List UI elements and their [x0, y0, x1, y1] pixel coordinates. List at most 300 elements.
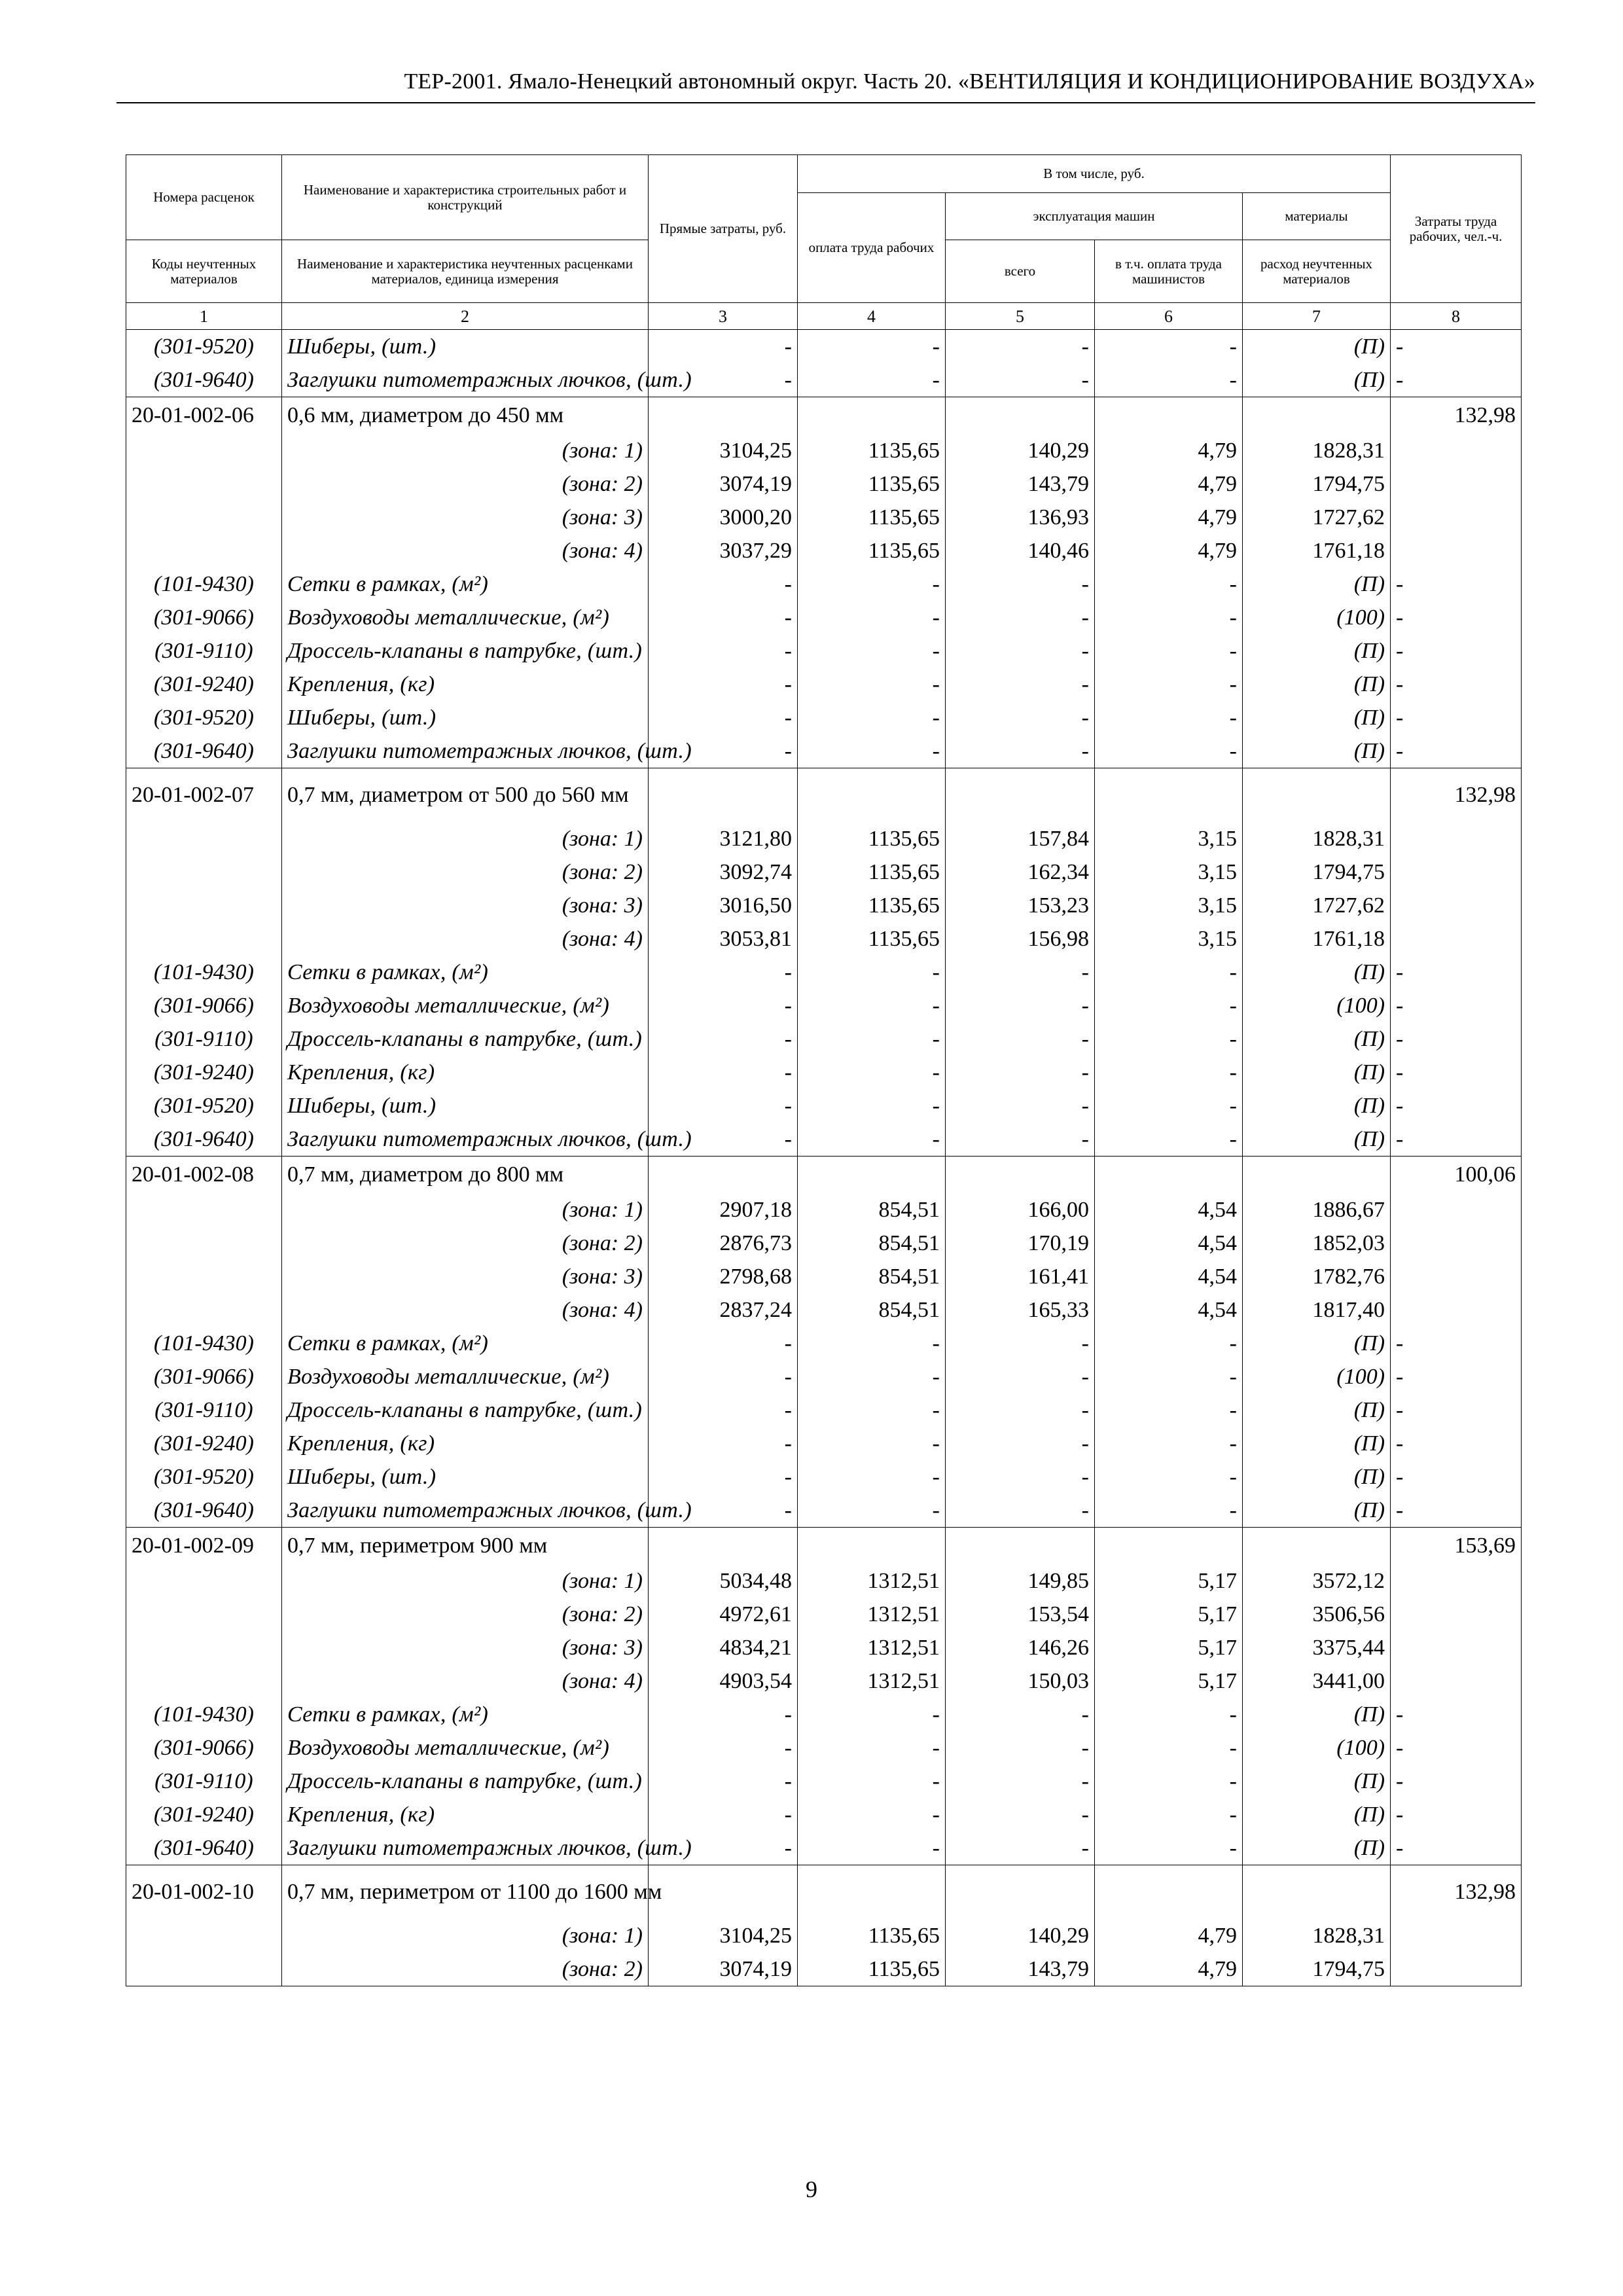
material-amount-cell: (100) [1243, 601, 1391, 634]
header-machines: эксплуатация машин [946, 193, 1243, 240]
empty-cell [1391, 1227, 1522, 1260]
direct-cost-cell: 3000,20 [649, 501, 798, 534]
machinist-pay-cell: 4,54 [1095, 1227, 1243, 1260]
labor-hours-cell: - [1391, 1731, 1522, 1765]
direct-cost-cell: - [649, 989, 798, 1022]
worker-pay-cell: - [798, 701, 946, 734]
machinist-pay-cell: 4,79 [1095, 1952, 1243, 1986]
empty-cell [1391, 534, 1522, 567]
worker-pay-cell: 1135,65 [798, 922, 946, 956]
material-amount-cell: (100) [1243, 1360, 1391, 1393]
material-amount-cell: (П) [1243, 1831, 1391, 1865]
worker-pay-cell: 1312,51 [798, 1598, 946, 1631]
column-number: 8 [1391, 303, 1522, 330]
material-name: Дроссель-клапаны в патрубке, (шт.) [282, 1022, 649, 1056]
empty-cell [1095, 1528, 1243, 1565]
empty-cell [1095, 1865, 1243, 1920]
zone-row [126, 1952, 1522, 1986]
empty-cell [946, 768, 1095, 823]
direct-cost-cell: - [649, 1122, 798, 1157]
labor-hours-cell: - [1391, 567, 1522, 601]
machinist-pay-cell: - [1095, 1698, 1243, 1731]
material-name: Заглушки питометражных лючков, (шт.) [282, 1122, 649, 1157]
running-header: ТЕР-2001. Ямало-Ненецкий автономный округ. Часть 20. «ВЕНТИЛЯЦИЯ И КОНДИЦИОНИРОВАНИЕ ВОЗДУХА» [404, 69, 1535, 94]
empty-cell [1391, 1598, 1522, 1631]
material-name: Воздуховоды металлические, (м²) [282, 989, 649, 1022]
materials-cost-cell: 1761,18 [1243, 534, 1391, 567]
header-direct-costs: Прямые затраты, руб. [649, 155, 798, 303]
worker-pay-cell: - [798, 1494, 946, 1528]
materials-cost-cell: 1727,62 [1243, 501, 1391, 534]
machines-total-cell: - [946, 1360, 1095, 1393]
worker-pay-cell: 854,51 [798, 1260, 946, 1293]
material-row [126, 1460, 1522, 1494]
material-name: Заглушки питометражных лючков, (шт.) [282, 734, 649, 768]
machines-total-cell: 149,85 [946, 1564, 1095, 1598]
labor-hours-value: 100,06 [1391, 1157, 1522, 1194]
direct-cost-cell: 3074,19 [649, 467, 798, 501]
worker-pay-cell: - [798, 634, 946, 668]
machinist-pay-cell: 3,15 [1095, 889, 1243, 922]
zone-label: (зона: 3) [282, 501, 649, 534]
empty-cell [126, 1919, 282, 1952]
column-number: 5 [946, 303, 1095, 330]
column-numbers-row [126, 303, 1522, 330]
direct-cost-cell: - [649, 363, 798, 397]
material-amount-cell: (П) [1243, 734, 1391, 768]
machinist-pay-cell: 5,17 [1095, 1598, 1243, 1631]
machinist-pay-cell: - [1095, 1765, 1243, 1798]
table-body [126, 330, 1522, 1986]
worker-pay-cell: 1135,65 [798, 467, 946, 501]
worker-pay-cell: - [798, 1327, 946, 1360]
material-code: (101-9430) [126, 956, 282, 989]
worker-pay-cell: - [798, 1460, 946, 1494]
column-number: 2 [282, 303, 649, 330]
material-amount-cell: (П) [1243, 363, 1391, 397]
materials-cost-cell: 1794,75 [1243, 467, 1391, 501]
material-code: (301-9240) [126, 1427, 282, 1460]
zone-row [126, 1227, 1522, 1260]
machines-total-cell: 140,46 [946, 534, 1095, 567]
material-code: (301-9240) [126, 1798, 282, 1831]
direct-cost-cell: - [649, 1327, 798, 1360]
machinist-pay-cell: - [1095, 1798, 1243, 1831]
direct-cost-cell: 4972,61 [649, 1598, 798, 1631]
worker-pay-cell: - [798, 1765, 946, 1798]
materials-cost-cell: 1828,31 [1243, 434, 1391, 467]
machinist-pay-cell: 4,79 [1095, 434, 1243, 467]
material-row [126, 668, 1522, 701]
machinist-pay-cell: 4,79 [1095, 467, 1243, 501]
material-name: Воздуховоды металлические, (м²) [282, 601, 649, 634]
material-row [126, 363, 1522, 397]
worker-pay-cell: 1135,65 [798, 434, 946, 467]
material-row [126, 989, 1522, 1022]
machines-total-cell: 150,03 [946, 1664, 1095, 1698]
direct-cost-cell: - [649, 1460, 798, 1494]
zone-label: (зона: 1) [282, 434, 649, 467]
direct-cost-cell: - [649, 1022, 798, 1056]
worker-pay-cell: - [798, 567, 946, 601]
machines-total-cell: 143,79 [946, 1952, 1095, 1986]
machinist-pay-cell: - [1095, 1122, 1243, 1157]
material-amount-cell: (П) [1243, 1089, 1391, 1122]
machinist-pay-cell: 3,15 [1095, 822, 1243, 855]
empty-cell [649, 768, 798, 823]
empty-cell [126, 822, 282, 855]
empty-cell [946, 1157, 1095, 1194]
zone-row [126, 1631, 1522, 1664]
material-amount-cell: (П) [1243, 1765, 1391, 1798]
labor-hours-cell: - [1391, 1393, 1522, 1427]
material-row [126, 601, 1522, 634]
zone-row [126, 501, 1522, 534]
material-amount-cell: (П) [1243, 701, 1391, 734]
table-head [126, 155, 1522, 330]
worker-pay-cell: 1135,65 [798, 855, 946, 889]
empty-cell [1391, 434, 1522, 467]
zone-row [126, 922, 1522, 956]
material-name: Дроссель-клапаны в патрубке, (шт.) [282, 634, 649, 668]
machines-total-cell: - [946, 989, 1095, 1022]
material-code: (301-9640) [126, 1122, 282, 1157]
worker-pay-cell: 1135,65 [798, 534, 946, 567]
machines-total-cell: - [946, 1327, 1095, 1360]
worker-pay-cell: - [798, 1731, 946, 1765]
labor-hours-value: 132,98 [1391, 1865, 1522, 1920]
direct-cost-cell: - [649, 601, 798, 634]
machines-total-cell: - [946, 634, 1095, 668]
empty-cell [126, 1227, 282, 1260]
rate-header-row [126, 768, 1522, 823]
empty-cell [1095, 1157, 1243, 1194]
material-amount-cell: (П) [1243, 567, 1391, 601]
empty-cell [126, 1952, 282, 1986]
worker-pay-cell: - [798, 1056, 946, 1089]
material-amount-cell: (100) [1243, 1731, 1391, 1765]
machinist-pay-cell: 3,15 [1095, 922, 1243, 956]
labor-hours-value: 132,98 [1391, 397, 1522, 435]
material-amount-cell: (П) [1243, 1427, 1391, 1460]
machines-total-cell: - [946, 1698, 1095, 1731]
labor-hours-cell: - [1391, 668, 1522, 701]
worker-pay-cell: 854,51 [798, 1193, 946, 1227]
worker-pay-cell: 1135,65 [798, 822, 946, 855]
empty-cell [126, 1564, 282, 1598]
empty-cell [126, 1260, 282, 1293]
worker-pay-cell: - [798, 668, 946, 701]
empty-cell [126, 1193, 282, 1227]
machines-total-cell: 153,23 [946, 889, 1095, 922]
direct-cost-cell: - [649, 668, 798, 701]
material-name: Дроссель-клапаны в патрубке, (шт.) [282, 1765, 649, 1798]
materials-cost-cell: 1828,31 [1243, 822, 1391, 855]
material-name: Крепления, (кг) [282, 1427, 649, 1460]
direct-cost-cell: - [649, 567, 798, 601]
column-number: 4 [798, 303, 946, 330]
labor-hours-cell: - [1391, 634, 1522, 668]
empty-cell [1095, 768, 1243, 823]
empty-cell [649, 1528, 798, 1565]
machinist-pay-cell: - [1095, 1022, 1243, 1056]
material-row [126, 1494, 1522, 1528]
empty-cell [1391, 1193, 1522, 1227]
labor-hours-value: 132,98 [1391, 768, 1522, 823]
empty-cell [1391, 467, 1522, 501]
machinist-pay-cell: - [1095, 567, 1243, 601]
material-row [126, 734, 1522, 768]
machines-total-cell: - [946, 668, 1095, 701]
material-row [126, 1022, 1522, 1056]
direct-cost-cell: 4903,54 [649, 1664, 798, 1698]
labor-hours-cell: - [1391, 989, 1522, 1022]
zone-row [126, 434, 1522, 467]
zone-label: (зона: 2) [282, 1227, 649, 1260]
labor-hours-cell: - [1391, 1360, 1522, 1393]
zone-label: (зона: 4) [282, 1293, 649, 1327]
material-amount-cell: (П) [1243, 1393, 1391, 1427]
material-code: (301-9066) [126, 989, 282, 1022]
labor-hours-cell: - [1391, 601, 1522, 634]
empty-cell [946, 1528, 1095, 1565]
material-amount-cell: (П) [1243, 1494, 1391, 1528]
material-code: (301-9640) [126, 1831, 282, 1865]
empty-cell [1391, 1564, 1522, 1598]
zone-label: (зона: 2) [282, 467, 649, 501]
labor-hours-cell: - [1391, 330, 1522, 364]
material-amount-cell: (П) [1243, 1798, 1391, 1831]
direct-cost-cell: - [649, 330, 798, 364]
machines-total-cell: - [946, 1460, 1095, 1494]
worker-pay-cell: - [798, 1698, 946, 1731]
machinist-pay-cell: - [1095, 634, 1243, 668]
labor-hours-cell: - [1391, 1327, 1522, 1360]
zone-label: (зона: 3) [282, 1260, 649, 1293]
material-code: (301-9640) [126, 1494, 282, 1528]
header-machines-total: всего [946, 240, 1095, 303]
machinist-pay-cell: 4,54 [1095, 1193, 1243, 1227]
machines-total-cell: 146,26 [946, 1631, 1095, 1664]
machines-total-cell: 170,19 [946, 1227, 1095, 1260]
rate-code: 20-01-002-08 [126, 1157, 282, 1194]
empty-cell [126, 922, 282, 956]
labor-hours-cell: - [1391, 1831, 1522, 1865]
empty-cell [1391, 855, 1522, 889]
material-code: (301-9110) [126, 634, 282, 668]
material-code: (301-9640) [126, 363, 282, 397]
material-name: Сетки в рамках, (м²) [282, 567, 649, 601]
machinist-pay-cell: - [1095, 1494, 1243, 1528]
material-row [126, 1327, 1522, 1360]
labor-hours-value: 153,69 [1391, 1528, 1522, 1565]
empty-cell [126, 434, 282, 467]
worker-pay-cell: 1312,51 [798, 1564, 946, 1598]
machines-total-cell: 143,79 [946, 467, 1095, 501]
worker-pay-cell: - [798, 363, 946, 397]
worker-pay-cell: - [798, 1122, 946, 1157]
material-amount-cell: (П) [1243, 634, 1391, 668]
header-material-codes: Коды неучтенных материалов [126, 240, 282, 303]
worker-pay-cell: - [798, 1798, 946, 1831]
empty-cell [798, 1157, 946, 1194]
materials-cost-cell: 1886,67 [1243, 1193, 1391, 1227]
machines-total-cell: - [946, 1022, 1095, 1056]
material-code: (101-9430) [126, 567, 282, 601]
direct-cost-cell: - [649, 1056, 798, 1089]
worker-pay-cell: 1135,65 [798, 1919, 946, 1952]
material-code: (101-9430) [126, 1698, 282, 1731]
material-code: (301-9520) [126, 701, 282, 734]
rate-code: 20-01-002-06 [126, 397, 282, 435]
machines-total-cell: - [946, 1731, 1095, 1765]
worker-pay-cell: - [798, 1022, 946, 1056]
machines-total-cell: 161,41 [946, 1260, 1095, 1293]
material-row [126, 1393, 1522, 1427]
empty-cell [1391, 1664, 1522, 1698]
direct-cost-cell: - [649, 701, 798, 734]
worker-pay-cell: - [798, 734, 946, 768]
labor-hours-cell: - [1391, 1460, 1522, 1494]
machinist-pay-cell: - [1095, 1731, 1243, 1765]
zone-row [126, 1260, 1522, 1293]
rate-code: 20-01-002-10 [126, 1865, 282, 1920]
zone-label: (зона: 1) [282, 1193, 649, 1227]
material-code: (301-9520) [126, 330, 282, 364]
worker-pay-cell: 1312,51 [798, 1631, 946, 1664]
material-row [126, 1056, 1522, 1089]
machinist-pay-cell: - [1095, 1831, 1243, 1865]
material-amount-cell: (П) [1243, 1056, 1391, 1089]
rate-title: 0,7 мм, периметром от 1100 до 1600 мм [282, 1865, 649, 1920]
machinist-pay-cell: - [1095, 1427, 1243, 1460]
machinist-pay-cell: 4,79 [1095, 534, 1243, 567]
machines-total-cell: - [946, 1056, 1095, 1089]
material-name: Заглушки питометражных лючков, (шт.) [282, 1831, 649, 1865]
zone-row [126, 822, 1522, 855]
zone-label: (зона: 2) [282, 1598, 649, 1631]
machines-total-cell: - [946, 363, 1095, 397]
machines-total-cell: - [946, 601, 1095, 634]
material-row [126, 567, 1522, 601]
direct-cost-cell: - [649, 1393, 798, 1427]
page-number: 9 [806, 2176, 817, 2202]
zone-row [126, 1293, 1522, 1327]
rate-code: 20-01-002-07 [126, 768, 282, 823]
machinist-pay-cell: - [1095, 701, 1243, 734]
zone-label: (зона: 2) [282, 855, 649, 889]
rate-header-row [126, 397, 1522, 435]
zone-row [126, 855, 1522, 889]
direct-cost-cell: - [649, 1798, 798, 1831]
materials-cost-cell: 3375,44 [1243, 1631, 1391, 1664]
direct-cost-cell: - [649, 1494, 798, 1528]
material-name: Сетки в рамках, (м²) [282, 1698, 649, 1731]
material-amount-cell: (П) [1243, 1698, 1391, 1731]
direct-cost-cell: 3121,80 [649, 822, 798, 855]
direct-cost-cell: 4834,21 [649, 1631, 798, 1664]
worker-pay-cell: - [798, 1089, 946, 1122]
material-amount-cell: (П) [1243, 330, 1391, 364]
rate-header-row [126, 1865, 1522, 1920]
header-rule [116, 102, 1535, 103]
header-rate-numbers: Номера расценок [126, 155, 282, 240]
rate-code: 20-01-002-09 [126, 1528, 282, 1565]
empty-cell [126, 534, 282, 567]
labor-hours-cell: - [1391, 956, 1522, 989]
direct-cost-cell: - [649, 956, 798, 989]
worker-pay-cell: - [798, 1393, 946, 1427]
material-row [126, 1360, 1522, 1393]
machinist-pay-cell: - [1095, 1327, 1243, 1360]
machinist-pay-cell: - [1095, 1056, 1243, 1089]
direct-cost-cell: 2837,24 [649, 1293, 798, 1327]
direct-cost-cell: - [649, 1765, 798, 1798]
materials-cost-cell: 1782,76 [1243, 1260, 1391, 1293]
material-code: (301-9240) [126, 668, 282, 701]
empty-cell [798, 1865, 946, 1920]
machinist-pay-cell: 4,79 [1095, 1919, 1243, 1952]
labor-hours-cell: - [1391, 1765, 1522, 1798]
labor-hours-cell: - [1391, 1698, 1522, 1731]
worker-pay-cell: 854,51 [798, 1293, 946, 1327]
material-code: (101-9430) [126, 1327, 282, 1360]
material-row [126, 701, 1522, 734]
machines-total-cell: 166,00 [946, 1193, 1095, 1227]
machinist-pay-cell: - [1095, 330, 1243, 364]
labor-hours-cell: - [1391, 1022, 1522, 1056]
machinist-pay-cell: - [1095, 1460, 1243, 1494]
machines-total-cell: 165,33 [946, 1293, 1095, 1327]
empty-cell [1243, 1157, 1391, 1194]
empty-cell [126, 501, 282, 534]
material-name: Шиберы, (шт.) [282, 1460, 649, 1494]
material-name: Сетки в рамках, (м²) [282, 1327, 649, 1360]
empty-cell [1391, 1919, 1522, 1952]
materials-cost-cell: 1852,03 [1243, 1227, 1391, 1260]
machines-total-cell: 162,34 [946, 855, 1095, 889]
materials-cost-cell: 1828,31 [1243, 1919, 1391, 1952]
machinist-pay-cell: - [1095, 1393, 1243, 1427]
empty-cell [946, 1865, 1095, 1920]
materials-cost-cell: 1794,75 [1243, 855, 1391, 889]
worker-pay-cell: 1135,65 [798, 1952, 946, 1986]
rate-title: 0,7 мм, диаметром до 800 мм [282, 1157, 649, 1194]
empty-cell [1243, 1865, 1391, 1920]
material-code: (301-9110) [126, 1393, 282, 1427]
direct-cost-cell: 3053,81 [649, 922, 798, 956]
zone-label: (зона: 4) [282, 1664, 649, 1698]
material-row [126, 1798, 1522, 1831]
materials-cost-cell: 1794,75 [1243, 1952, 1391, 1986]
material-name: Дроссель-клапаны в патрубке, (шт.) [282, 1393, 649, 1427]
material-row [126, 1731, 1522, 1765]
materials-cost-cell: 3441,00 [1243, 1664, 1391, 1698]
material-code: (301-9066) [126, 1360, 282, 1393]
direct-cost-cell: 3074,19 [649, 1952, 798, 1986]
direct-cost-cell: 2798,68 [649, 1260, 798, 1293]
direct-cost-cell: - [649, 1089, 798, 1122]
machines-total-cell: - [946, 956, 1095, 989]
material-name: Заглушки питометражных лючков, (шт.) [282, 363, 649, 397]
machines-total-cell: 156,98 [946, 922, 1095, 956]
machinist-pay-cell: 4,54 [1095, 1260, 1243, 1293]
machines-total-cell: 153,54 [946, 1598, 1095, 1631]
empty-cell [126, 467, 282, 501]
material-code: (301-9520) [126, 1089, 282, 1122]
header-materials: материалы [1243, 193, 1391, 240]
machines-total-cell: - [946, 330, 1095, 364]
